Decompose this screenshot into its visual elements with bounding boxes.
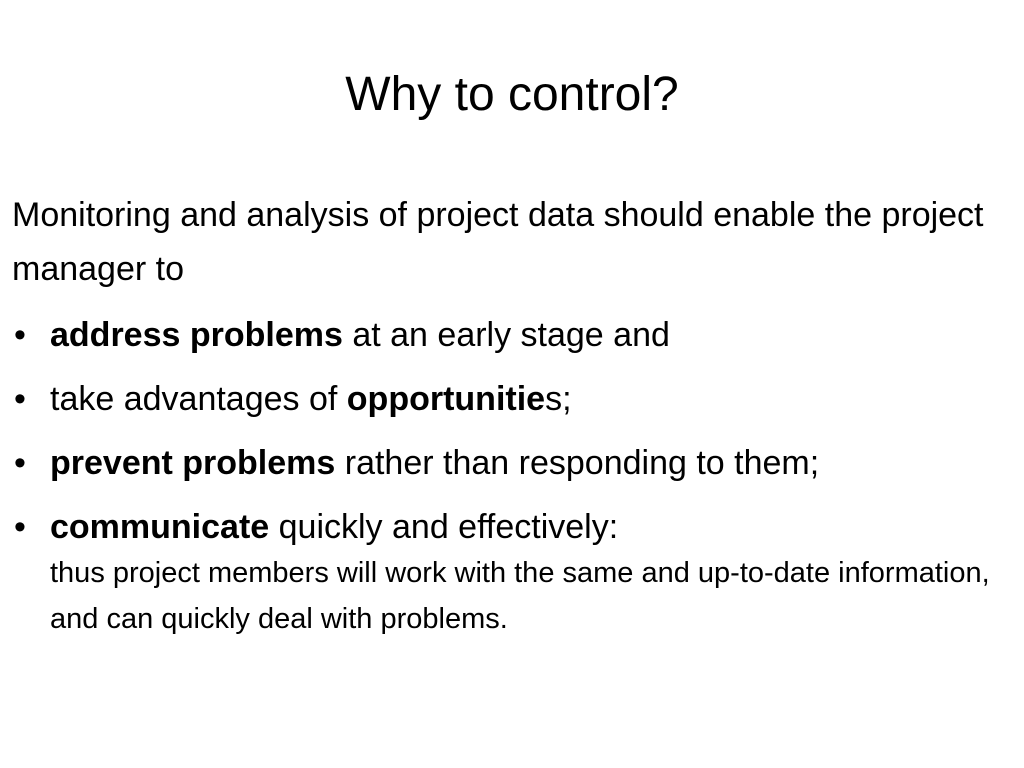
bullet-dot-icon: • [14,380,26,418]
bullet-sub-text: thus project members will work with the same and up-to-date information, and can quickly deal with problems. [50,557,990,635]
bullet-item-prevent-problems [12,438,1012,488]
bullet-bold-text: communicate [50,508,270,546]
bullet-text: rather than responding to them; [335,444,820,482]
bullet-dot-icon: • [14,316,26,354]
bullet-item-communicate [12,502,1012,642]
bullet-bold-text: address problems [50,316,343,354]
slide-body [12,188,1012,642]
bullet-list [12,310,1012,642]
bullet-text: quickly and effectively: [269,508,619,546]
bullet-text: s; [545,380,572,418]
bullet-dot-icon: • [14,444,26,482]
intro-paragraph: Monitoring and analysis of project data should enable the project manager to [12,196,984,288]
bullet-bold-text: prevent problems [50,444,336,482]
bullet-text: at an early stage and [342,316,670,354]
bullet-dot-icon: • [14,508,26,546]
slide-title: Why to control? [345,68,679,121]
bullet-item-address-problems [12,310,1012,360]
bullet-text-prefix: take advantages of [50,380,347,418]
bullet-bold-text: opportunitie [346,380,546,418]
bullet-item-opportunities [12,374,1012,424]
